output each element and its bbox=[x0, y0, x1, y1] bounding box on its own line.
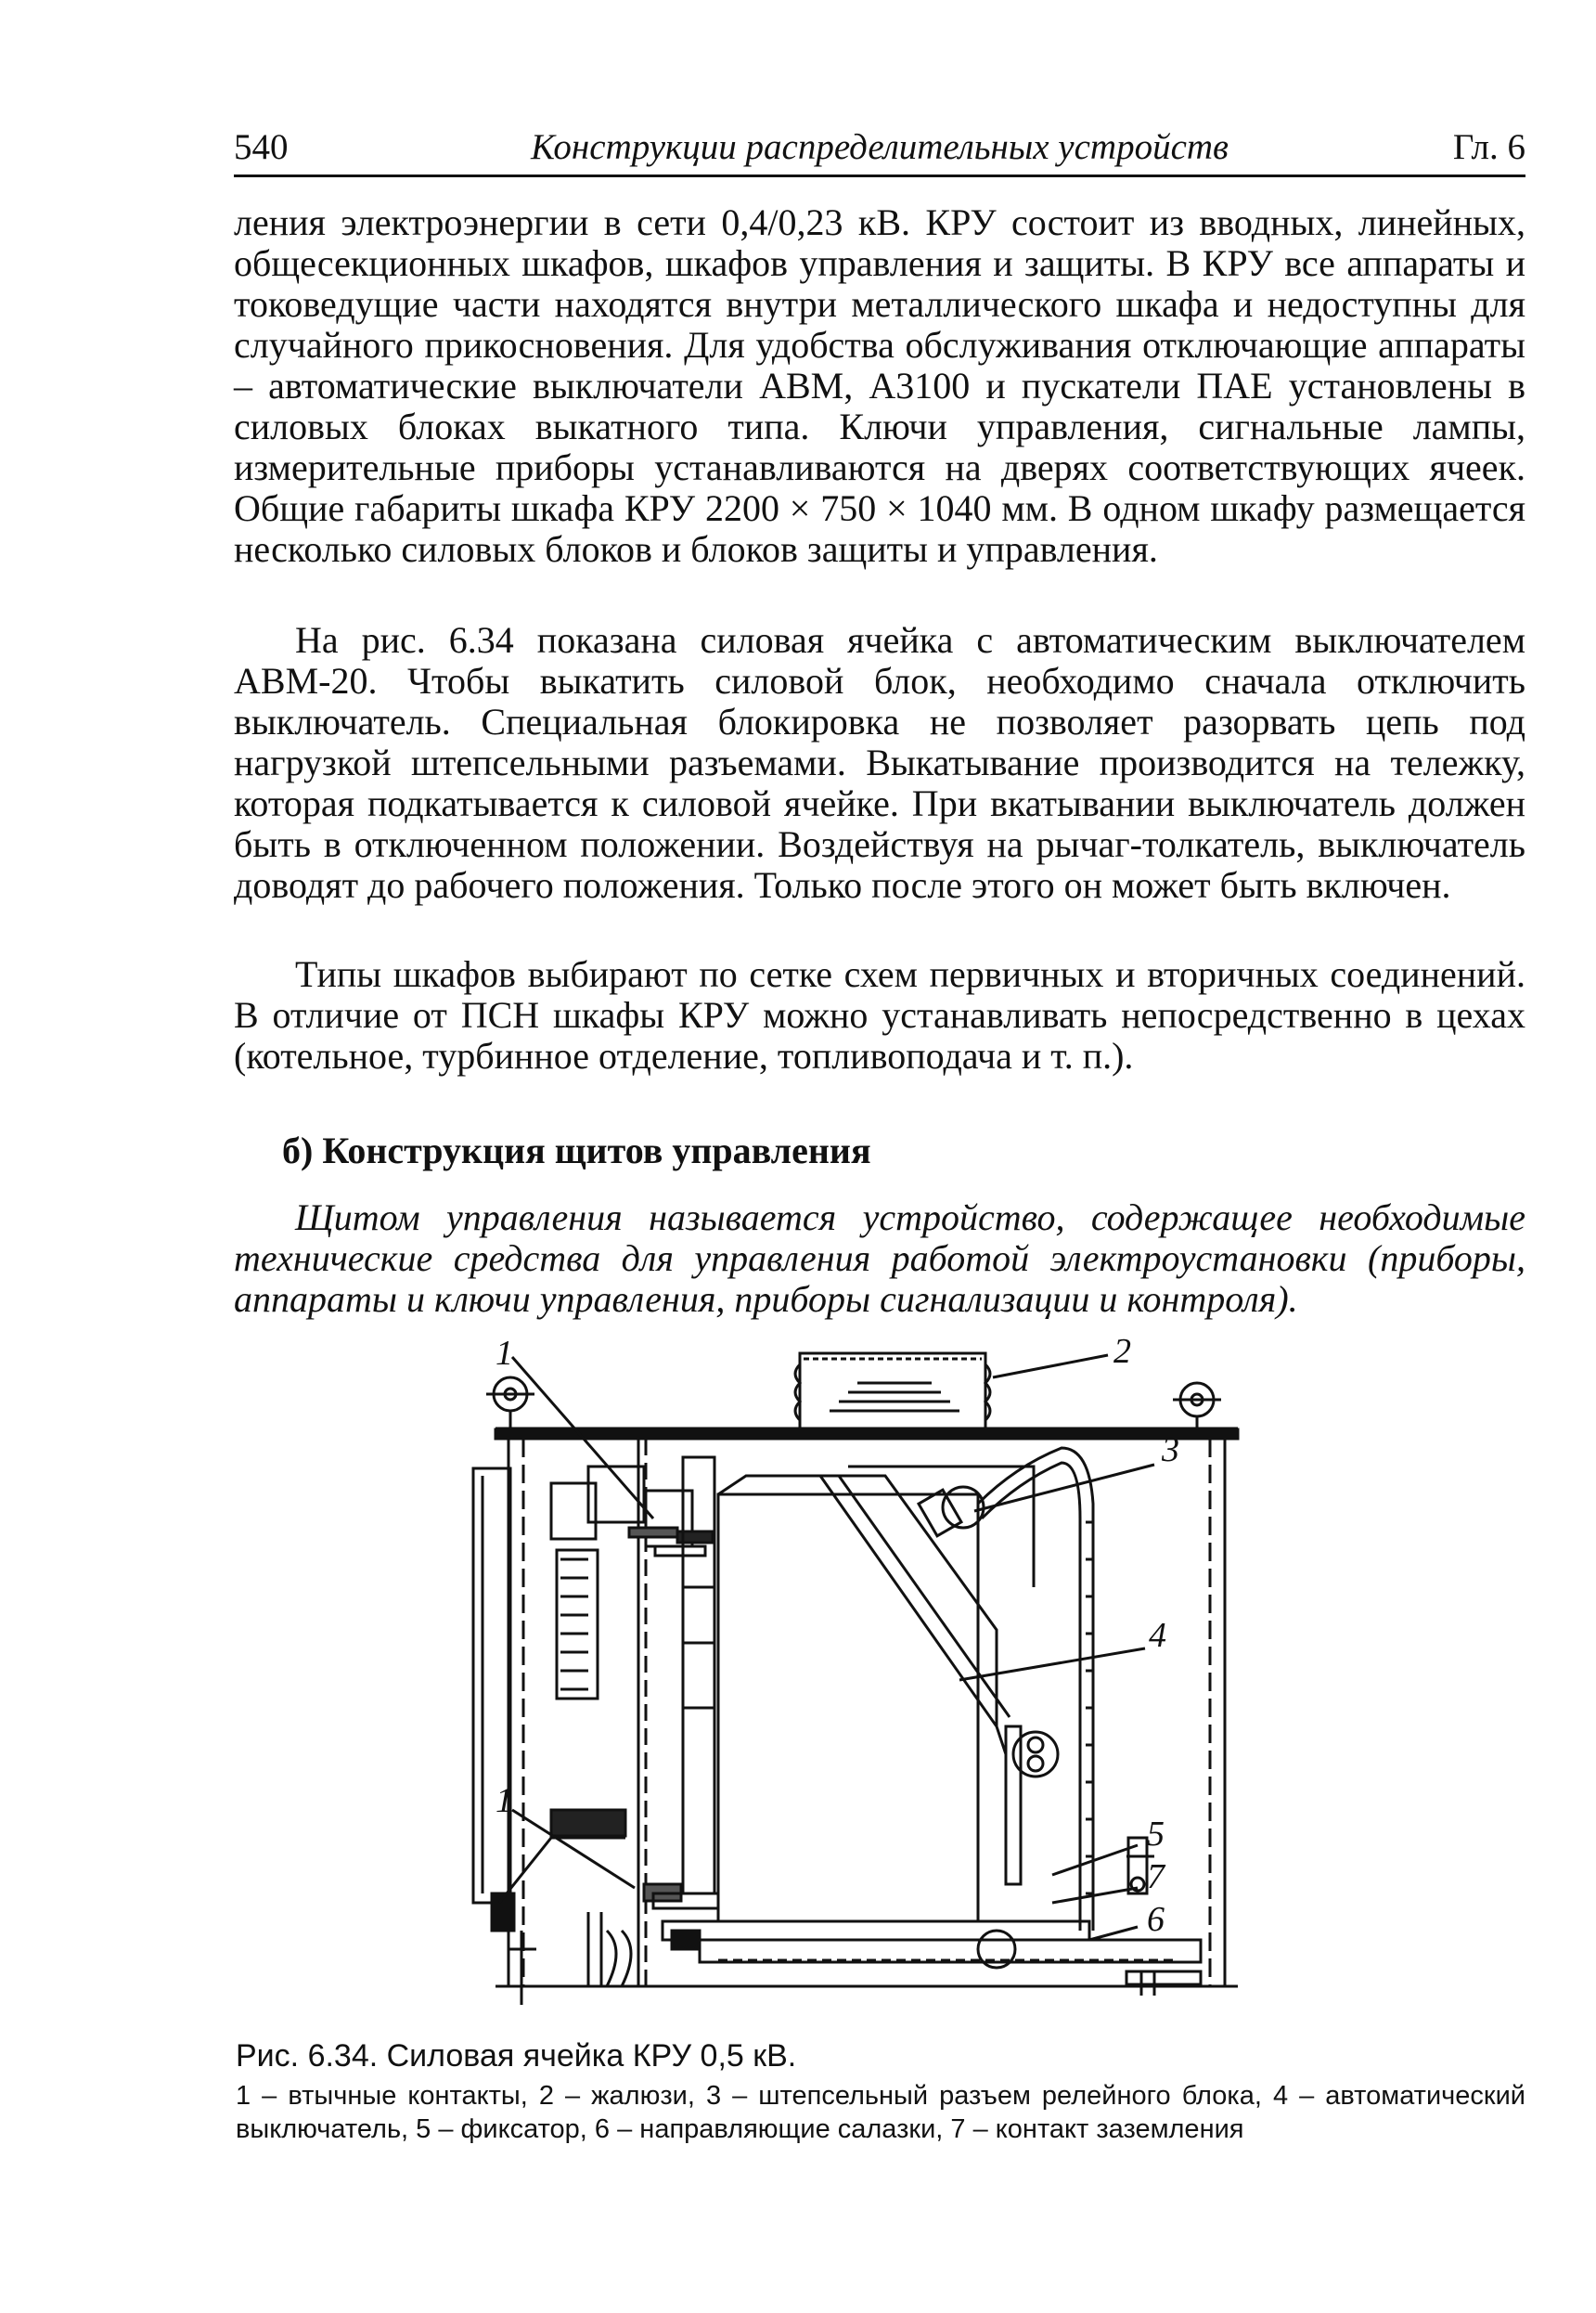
page-number: 540 bbox=[234, 127, 289, 167]
paragraph-2 bbox=[234, 620, 1525, 906]
technical-drawing bbox=[440, 1337, 1321, 2023]
figure-caption: Рис. 6.34. Силовая ячейка КРУ 0,5 кВ. bbox=[236, 2038, 797, 2074]
paragraph-1 bbox=[234, 202, 1525, 570]
chapter-label: Гл. 6 bbox=[1452, 127, 1525, 167]
legend-text: 1 – втычные контакты, 2 – жалюзи, 3 – штепсельный разъем релейного блока, 4 – автоматический выключатель, 5 – фиксатор, 6 – направляющие салазки, 7 – контакт заземления bbox=[236, 2081, 1525, 2144]
louvre bbox=[795, 1353, 990, 1429]
callout-label: 1 bbox=[496, 1781, 513, 1820]
section-heading: б) Конструкция щитов управления bbox=[282, 1130, 871, 1171]
definition-text: Щитом управления называется устройство, содержащее необходимые технические средства для управления работой электроустановки (приборы, аппараты и ключи управления, приборы сигнализации и контроля). bbox=[234, 1196, 1525, 1320]
callout-label: 1 bbox=[496, 1337, 513, 1373]
callout-label: 5 bbox=[1147, 1815, 1165, 1854]
lifting-eye-left bbox=[486, 1377, 534, 1429]
figure-legend bbox=[236, 2079, 1525, 2146]
paragraph-text: На рис. 6.34 показана силовая ячейка с автоматическим выключателем АВМ-20. Чтобы выкатить силовой блок, необходимо сначала отключить выключатель. Специальная блокировка не позволяет разорвать цепь под нагрузкой штепсельными разъемами. Выкатывание производится на тележку, которая подкатывается к силовой ячейке. При вкатывании выключатель должен быть в отключенном положении. Воздействуя на рычаг-толкатель, выключатель доводят до рабочего положения. Только после этого он может быть включен. bbox=[234, 619, 1525, 906]
lifting-eye-right bbox=[1173, 1383, 1221, 1429]
callout-label: 7 bbox=[1147, 1857, 1165, 1896]
callout-label: 2 bbox=[1113, 1337, 1131, 1371]
paragraph-text: ления электроэнергии в сети 0,4/0,23 кВ. КРУ состоит из вводных, линейных, общесекционных шкафов, шкафов управления и защиты. В КРУ все аппараты и токоведущие части находятся внутри металлического шкафа и недоступны для случайного прикосновения. Для удобства обслуживания отключающие аппараты – автоматические выключатели АВМ, А3100 и пускатели ПАЕ установлены в силовых блоках выкатного типа. Ключи управления, сигнальные лампы, измерительные приборы устанавливаются на дверях соответствующих ячеек. Общие габариты шкафа КРУ 2200 × 750 × 1040 мм. В одном шкафу размещается несколько силовых блоков и блоков защиты и управления. bbox=[234, 201, 1525, 570]
callout-label: 6 bbox=[1147, 1900, 1165, 1939]
paragraph-text: Типы шкафов выбирают по сетке схем первичных и вторичных соединений. В отличие от ПСН шкафы КРУ можно устанавливать непосредственно в цехах (котельное, турбинное отделение, топливоподача и т. п.). bbox=[234, 953, 1525, 1077]
paragraph-3 bbox=[234, 954, 1525, 1077]
callout-label: 4 bbox=[1149, 1616, 1166, 1655]
callout-label: 3 bbox=[1162, 1430, 1179, 1469]
running-title: Конструкции распределительных устройств bbox=[531, 127, 1229, 167]
running-header bbox=[234, 119, 1525, 177]
